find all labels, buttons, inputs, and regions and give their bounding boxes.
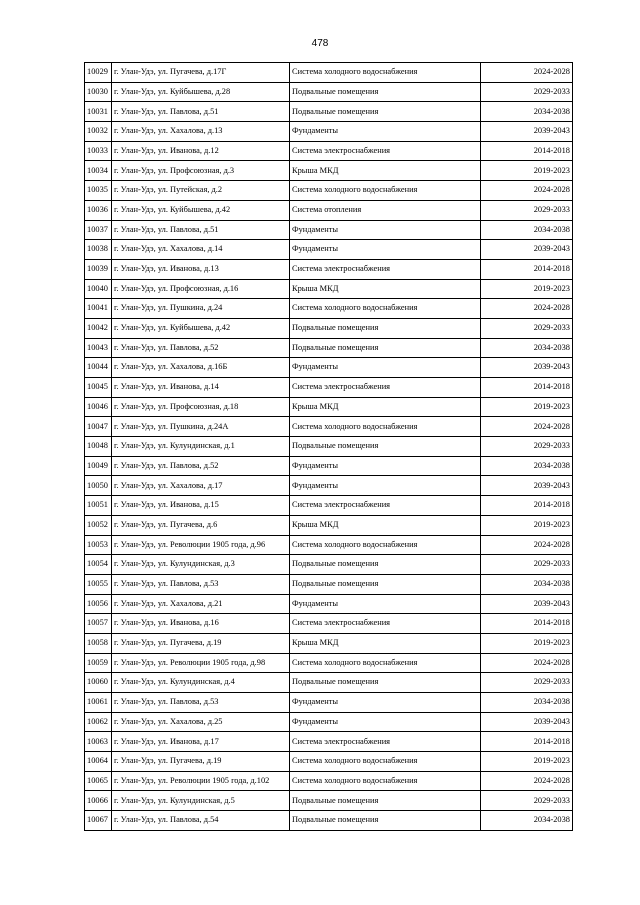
system-cell: Фундаменты	[290, 358, 481, 378]
system-cell: Фундаменты	[290, 476, 481, 496]
system-cell: Подвальные помещения	[290, 811, 481, 831]
period-cell: 2029-2033	[481, 82, 573, 102]
row-number-cell: 10064	[85, 752, 112, 772]
table-row	[85, 594, 573, 614]
period-cell: 2034-2038	[481, 811, 573, 831]
address-cell: г. Улан-Удэ, ул. Павлова, д.54	[112, 811, 290, 831]
system-cell: Подвальные помещения	[290, 437, 481, 457]
row-number-cell: 10040	[85, 279, 112, 299]
table-row	[85, 141, 573, 161]
row-number-cell: 10054	[85, 555, 112, 575]
system-cell: Фундаменты	[290, 594, 481, 614]
period-cell: 2039-2043	[481, 358, 573, 378]
period-cell: 2034-2038	[481, 220, 573, 240]
row-number-cell: 10032	[85, 122, 112, 142]
period-cell: 2029-2033	[481, 791, 573, 811]
table-row	[85, 732, 573, 752]
address-cell: г. Улан-Удэ, ул. Павлова, д.52	[112, 456, 290, 476]
row-number-cell: 10045	[85, 378, 112, 398]
address-cell: г. Улан-Удэ, ул. Павлова, д.51	[112, 220, 290, 240]
system-cell: Подвальные помещения	[290, 338, 481, 358]
period-cell: 2019-2023	[481, 752, 573, 772]
table-row	[85, 712, 573, 732]
system-cell: Подвальные помещения	[290, 102, 481, 122]
table-row	[85, 496, 573, 516]
system-cell: Система электроснабжения	[290, 614, 481, 634]
row-number-cell: 10049	[85, 456, 112, 476]
address-cell: г. Улан-Удэ, ул. Пугачева, д.17Г	[112, 63, 290, 83]
period-cell: 2024-2028	[481, 63, 573, 83]
row-number-cell: 10056	[85, 594, 112, 614]
system-cell: Система холодного водоснабжения	[290, 771, 481, 791]
address-cell: г. Улан-Удэ, ул. Пугачева, д.6	[112, 515, 290, 535]
row-number-cell: 10030	[85, 82, 112, 102]
period-cell: 2029-2033	[481, 437, 573, 457]
page-number: 478	[311, 38, 329, 49]
address-cell: г. Улан-Удэ, ул. Павлова, д.53	[112, 574, 290, 594]
system-cell: Подвальные помещения	[290, 673, 481, 693]
registry-table-body	[85, 63, 573, 831]
address-cell: г. Улан-Удэ, ул. Куйбышева, д.42	[112, 318, 290, 338]
system-cell: Система холодного водоснабжения	[290, 299, 481, 319]
row-number-cell: 10033	[85, 141, 112, 161]
period-cell: 2039-2043	[481, 240, 573, 260]
table-row	[85, 791, 573, 811]
address-cell: г. Улан-Удэ, ул. Иванова, д.17	[112, 732, 290, 752]
row-number-cell: 10062	[85, 712, 112, 732]
period-cell: 2019-2023	[481, 279, 573, 299]
system-cell: Подвальные помещения	[290, 318, 481, 338]
address-cell: г. Улан-Удэ, ул. Павлова, д.52	[112, 338, 290, 358]
row-number-cell: 10036	[85, 200, 112, 220]
period-cell: 2029-2033	[481, 318, 573, 338]
row-number-cell: 10037	[85, 220, 112, 240]
address-cell: г. Улан-Удэ, ул. Иванова, д.16	[112, 614, 290, 634]
address-cell: г. Улан-Удэ, ул. Куйбышева, д.42	[112, 200, 290, 220]
table-row	[85, 397, 573, 417]
system-cell: Фундаменты	[290, 122, 481, 142]
system-cell: Крыша МКД	[290, 633, 481, 653]
address-cell: г. Улан-Удэ, ул. Профсоюзная, д.16	[112, 279, 290, 299]
address-cell: г. Улан-Удэ, ул. Революции 1905 года, д.98	[112, 653, 290, 673]
address-cell: г. Улан-Удэ, ул. Пугачева, д.19	[112, 633, 290, 653]
period-cell: 2014-2018	[481, 496, 573, 516]
period-cell: 2019-2023	[481, 515, 573, 535]
table-row	[85, 476, 573, 496]
system-cell: Фундаменты	[290, 220, 481, 240]
table-row	[85, 574, 573, 594]
period-cell: 2019-2023	[481, 397, 573, 417]
table-row	[85, 633, 573, 653]
address-cell: г. Улан-Удэ, ул. Пушкина, д.24	[112, 299, 290, 319]
address-cell: г. Улан-Удэ, ул. Павлова, д.51	[112, 102, 290, 122]
address-cell: г. Улан-Удэ, ул. Павлова, д.53	[112, 693, 290, 713]
system-cell: Система холодного водоснабжения	[290, 63, 481, 83]
period-cell: 2024-2028	[481, 181, 573, 201]
table-row	[85, 63, 573, 83]
table-row	[85, 82, 573, 102]
period-cell: 2029-2033	[481, 555, 573, 575]
table-row	[85, 653, 573, 673]
table-row	[85, 358, 573, 378]
address-cell: г. Улан-Удэ, ул. Хахалова, д.17	[112, 476, 290, 496]
period-cell: 2034-2038	[481, 574, 573, 594]
address-cell: г. Улан-Удэ, ул. Кулундинская, д.5	[112, 791, 290, 811]
system-cell: Подвальные помещения	[290, 574, 481, 594]
table-row	[85, 515, 573, 535]
table-row	[85, 102, 573, 122]
system-cell: Фундаменты	[290, 712, 481, 732]
system-cell: Система электроснабжения	[290, 732, 481, 752]
system-cell: Система электроснабжения	[290, 259, 481, 279]
table-row	[85, 417, 573, 437]
row-number-cell: 10035	[85, 181, 112, 201]
address-cell: г. Улан-Удэ, ул. Пушкина, д.24А	[112, 417, 290, 437]
system-cell: Система электроснабжения	[290, 496, 481, 516]
row-number-cell: 10041	[85, 299, 112, 319]
period-cell: 2034-2038	[481, 456, 573, 476]
address-cell: г. Улан-Удэ, ул. Хахалова, д.14	[112, 240, 290, 260]
table-row	[85, 240, 573, 260]
row-number-cell: 10031	[85, 102, 112, 122]
period-cell: 2019-2023	[481, 633, 573, 653]
period-cell: 2014-2018	[481, 141, 573, 161]
address-cell: г. Улан-Удэ, ул. Революции 1905 года, д.102	[112, 771, 290, 791]
table-row	[85, 161, 573, 181]
row-number-cell: 10055	[85, 574, 112, 594]
row-number-cell: 10065	[85, 771, 112, 791]
row-number-cell: 10058	[85, 633, 112, 653]
address-cell: г. Улан-Удэ, ул. Иванова, д.12	[112, 141, 290, 161]
period-cell: 2024-2028	[481, 417, 573, 437]
table-row	[85, 811, 573, 831]
row-number-cell: 10061	[85, 693, 112, 713]
system-cell: Фундаменты	[290, 240, 481, 260]
period-cell: 2034-2038	[481, 693, 573, 713]
period-cell: 2029-2033	[481, 200, 573, 220]
table-row	[85, 122, 573, 142]
address-cell: г. Улан-Удэ, ул. Хахалова, д.25	[112, 712, 290, 732]
table-row	[85, 693, 573, 713]
period-cell: 2014-2018	[481, 378, 573, 398]
row-number-cell: 10051	[85, 496, 112, 516]
period-cell: 2039-2043	[481, 594, 573, 614]
period-cell: 2034-2038	[481, 338, 573, 358]
address-cell: г. Улан-Удэ, ул. Куйбышева, д.28	[112, 82, 290, 102]
address-cell: г. Улан-Удэ, ул. Профсоюзная, д.18	[112, 397, 290, 417]
address-cell: г. Улан-Удэ, ул. Хахалова, д.16Б	[112, 358, 290, 378]
system-cell: Фундаменты	[290, 693, 481, 713]
row-number-cell: 10029	[85, 63, 112, 83]
system-cell: Крыша МКД	[290, 161, 481, 181]
table-row	[85, 338, 573, 358]
period-cell: 2024-2028	[481, 653, 573, 673]
period-cell: 2014-2018	[481, 614, 573, 634]
period-cell: 2024-2028	[481, 299, 573, 319]
system-cell: Крыша МКД	[290, 397, 481, 417]
row-number-cell: 10042	[85, 318, 112, 338]
system-cell: Система электроснабжения	[290, 378, 481, 398]
address-cell: г. Улан-Удэ, ул. Кулундинская, д.1	[112, 437, 290, 457]
period-cell: 2019-2023	[481, 161, 573, 181]
system-cell: Система электроснабжения	[290, 141, 481, 161]
period-cell: 2014-2018	[481, 259, 573, 279]
table-row	[85, 614, 573, 634]
row-number-cell: 10034	[85, 161, 112, 181]
period-cell: 2039-2043	[481, 122, 573, 142]
row-number-cell: 10060	[85, 673, 112, 693]
row-number-cell: 10063	[85, 732, 112, 752]
period-cell: 2034-2038	[481, 102, 573, 122]
row-number-cell: 10053	[85, 535, 112, 555]
period-cell: 2014-2018	[481, 732, 573, 752]
table-row	[85, 673, 573, 693]
table-row	[85, 318, 573, 338]
row-number-cell: 10050	[85, 476, 112, 496]
address-cell: г. Улан-Удэ, ул. Революции 1905 года, д.96	[112, 535, 290, 555]
table-row	[85, 771, 573, 791]
table-row	[85, 535, 573, 555]
row-number-cell: 10052	[85, 515, 112, 535]
row-number-cell: 10059	[85, 653, 112, 673]
address-cell: г. Улан-Удэ, ул. Кулундинская, д.3	[112, 555, 290, 575]
table-row	[85, 279, 573, 299]
system-cell: Система холодного водоснабжения	[290, 417, 481, 437]
row-number-cell: 10057	[85, 614, 112, 634]
table-row	[85, 181, 573, 201]
system-cell: Подвальные помещения	[290, 82, 481, 102]
row-number-cell: 10043	[85, 338, 112, 358]
row-number-cell: 10046	[85, 397, 112, 417]
address-cell: г. Улан-Удэ, ул. Иванова, д.14	[112, 378, 290, 398]
row-number-cell: 10048	[85, 437, 112, 457]
row-number-cell: 10039	[85, 259, 112, 279]
address-cell: г. Улан-Удэ, ул. Иванова, д.15	[112, 496, 290, 516]
system-cell: Крыша МКД	[290, 515, 481, 535]
system-cell: Система холодного водоснабжения	[290, 653, 481, 673]
table-row	[85, 437, 573, 457]
table-row	[85, 299, 573, 319]
address-cell: г. Улан-Удэ, ул. Хахалова, д.13	[112, 122, 290, 142]
registry-table	[84, 62, 573, 831]
system-cell: Система холодного водоснабжения	[290, 181, 481, 201]
table-row	[85, 752, 573, 772]
system-cell: Система отопления	[290, 200, 481, 220]
address-cell: г. Улан-Удэ, ул. Кулундинская, д.4	[112, 673, 290, 693]
table-row	[85, 555, 573, 575]
system-cell: Подвальные помещения	[290, 555, 481, 575]
period-cell: 2039-2043	[481, 712, 573, 732]
row-number-cell: 10038	[85, 240, 112, 260]
period-cell: 2029-2033	[481, 673, 573, 693]
system-cell: Система холодного водоснабжения	[290, 752, 481, 772]
table-row	[85, 456, 573, 476]
table-row	[85, 259, 573, 279]
row-number-cell: 10066	[85, 791, 112, 811]
address-cell: г. Улан-Удэ, ул. Путейская, д.2	[112, 181, 290, 201]
address-cell: г. Улан-Удэ, ул. Профсоюзная, д.3	[112, 161, 290, 181]
system-cell: Крыша МКД	[290, 279, 481, 299]
system-cell: Подвальные помещения	[290, 791, 481, 811]
address-cell: г. Улан-Удэ, ул. Пугачева, д.19	[112, 752, 290, 772]
period-cell: 2039-2043	[481, 476, 573, 496]
period-cell: 2024-2028	[481, 771, 573, 791]
table-row	[85, 378, 573, 398]
system-cell: Система холодного водоснабжения	[290, 535, 481, 555]
row-number-cell: 10044	[85, 358, 112, 378]
period-cell: 2024-2028	[481, 535, 573, 555]
table-row	[85, 220, 573, 240]
table-row	[85, 200, 573, 220]
address-cell: г. Улан-Удэ, ул. Иванова, д.13	[112, 259, 290, 279]
row-number-cell: 10047	[85, 417, 112, 437]
address-cell: г. Улан-Удэ, ул. Хахалова, д.21	[112, 594, 290, 614]
system-cell: Фундаменты	[290, 456, 481, 476]
row-number-cell: 10067	[85, 811, 112, 831]
